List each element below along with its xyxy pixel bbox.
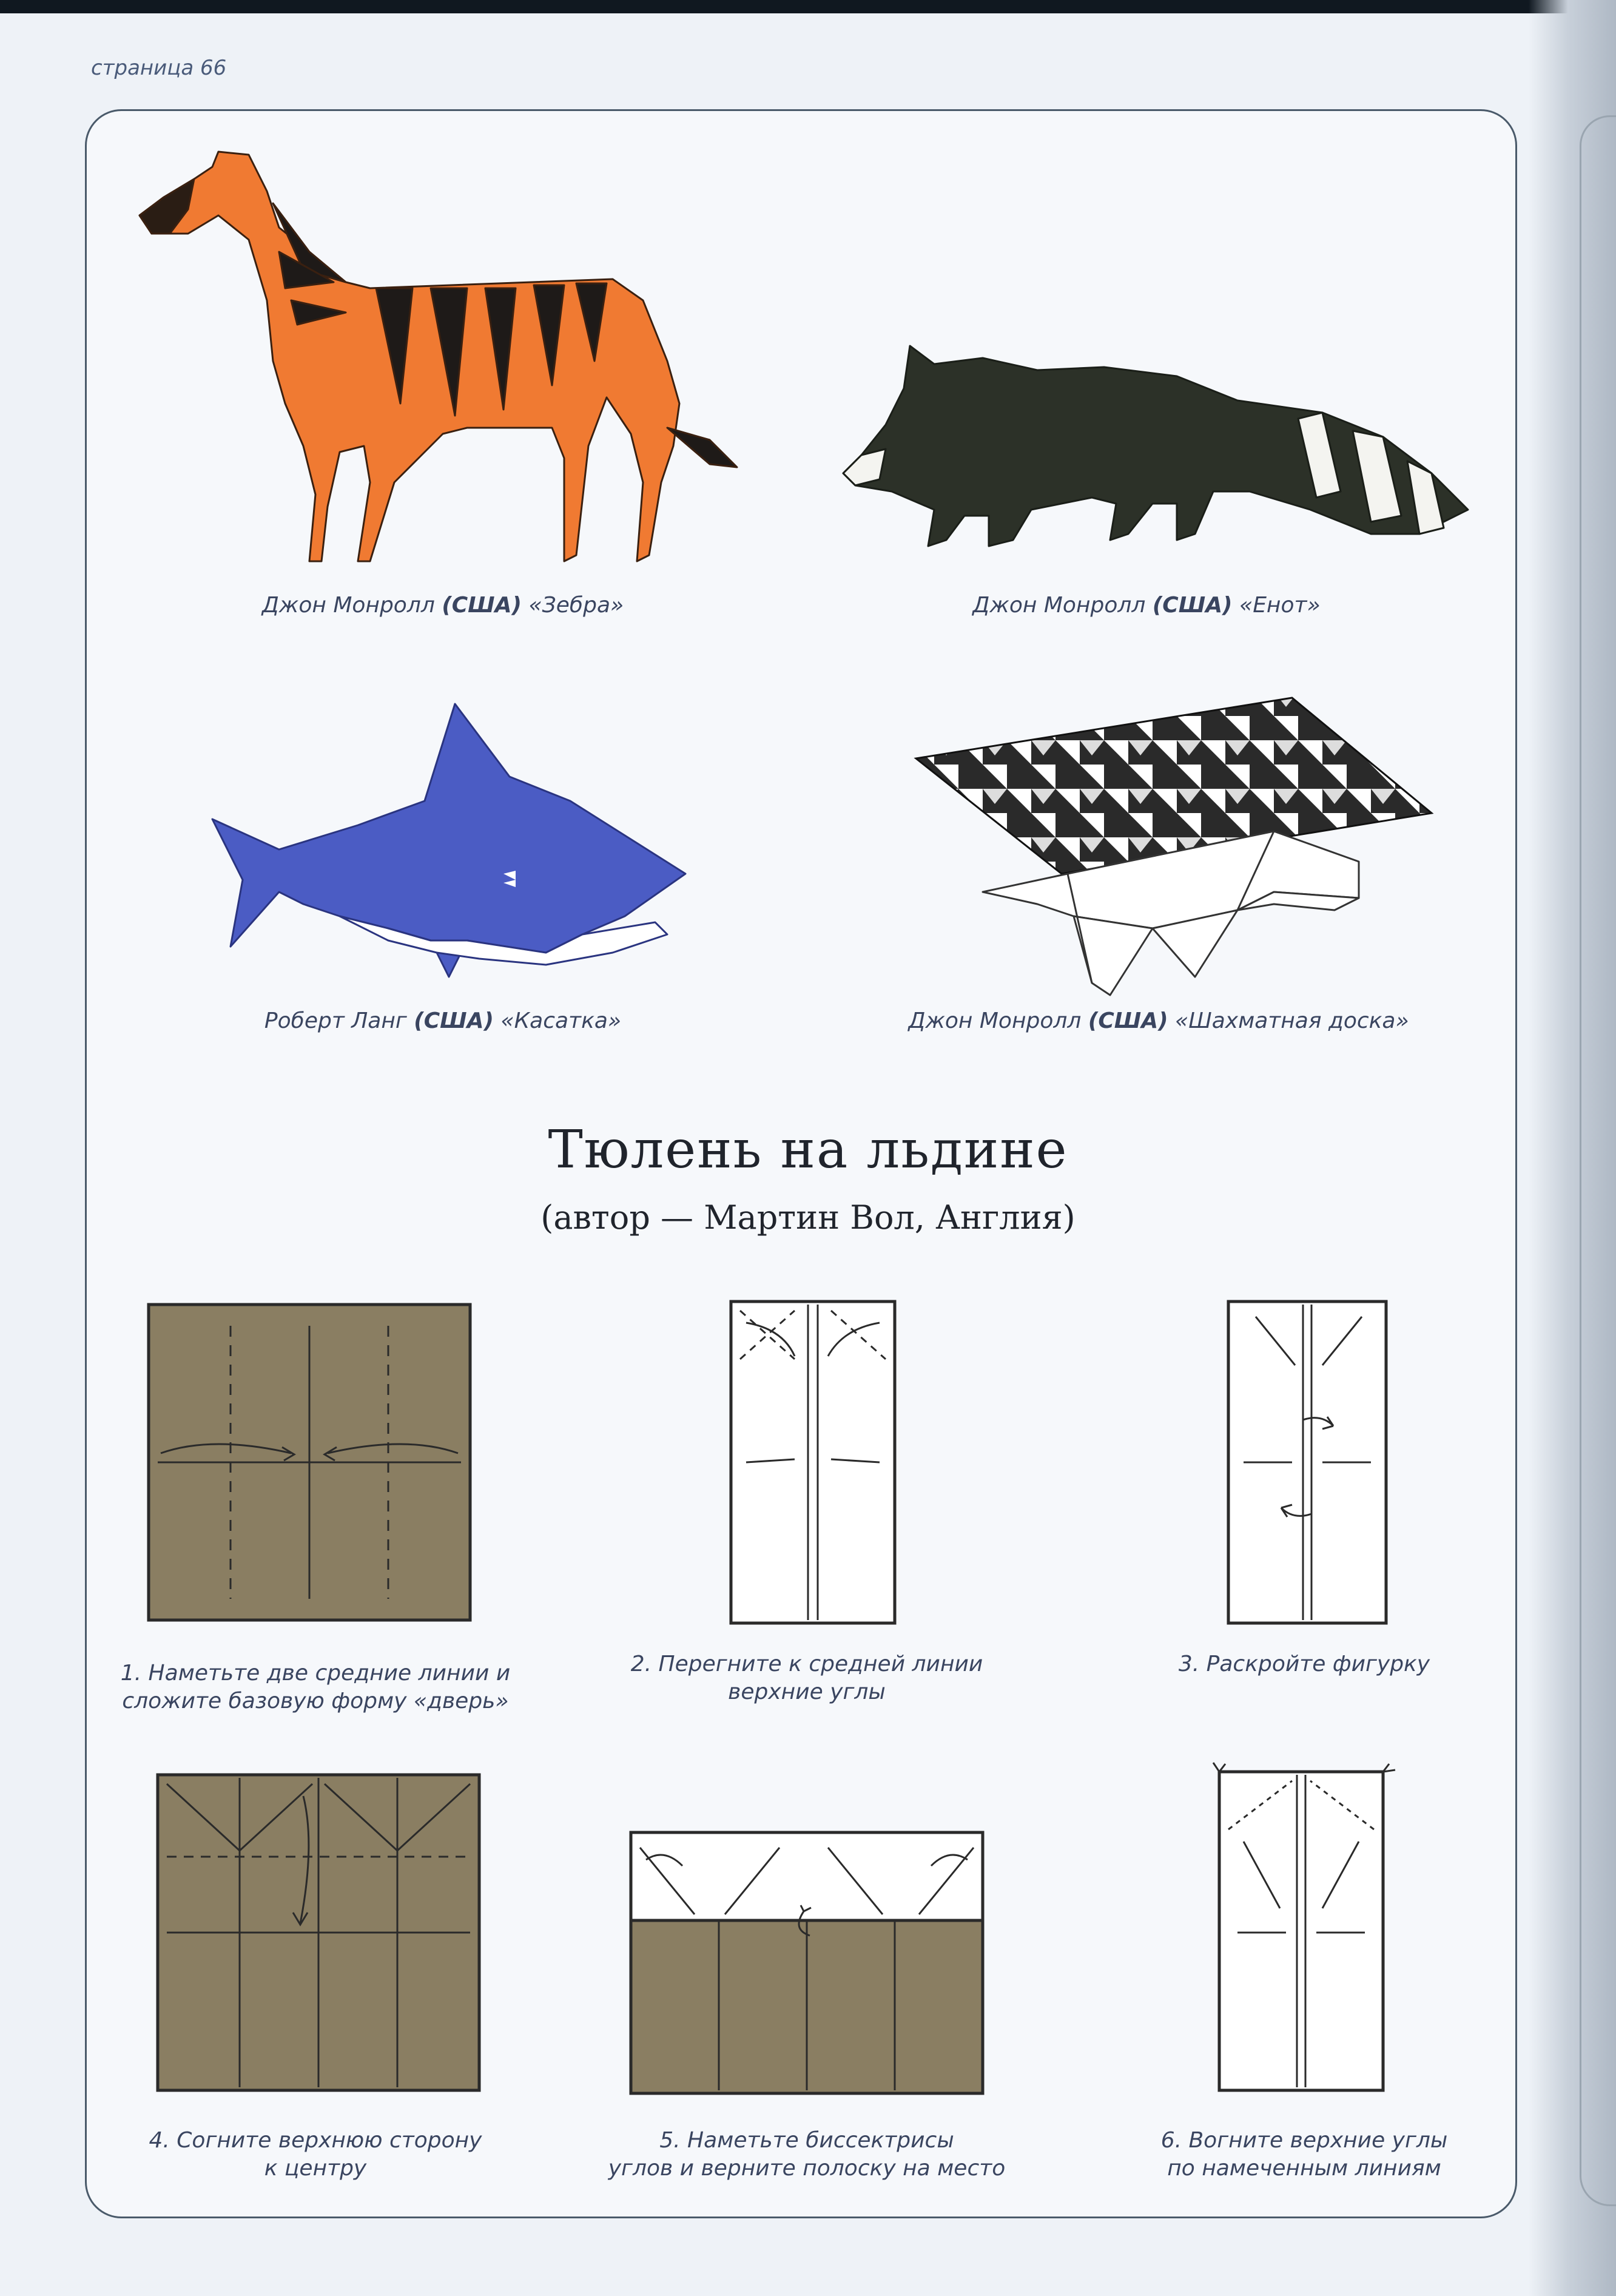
step-5-caption-line1: 5. Наметьте биссектрисы <box>659 2128 954 2153</box>
caption-raccoon-model: «Енот» <box>1239 593 1321 618</box>
section-title: Тюлень на льдине <box>548 1119 1068 1180</box>
step-3-diagram <box>1225 1298 1389 1626</box>
step-4-diagram <box>155 1772 482 2093</box>
step-1-caption-line1: 1. Наметьте две средние линии и <box>120 1661 511 1686</box>
caption-orca-author: Роберт Ланг <box>264 1008 407 1033</box>
step-4-caption-line1: 4. Согните верхнюю сторону <box>149 2128 482 2153</box>
step-1-caption-line2: сложите базовую форму «дверь» <box>122 1689 509 1714</box>
caption-zebra-model: «Зебра» <box>528 593 624 618</box>
caption-raccoon-country: (США) <box>1152 593 1233 618</box>
orca-origami-image <box>206 698 692 983</box>
scan-top-edge <box>0 0 1616 13</box>
step-5-caption <box>570 2127 1043 2183</box>
step-2-caption-line2: верхние углы <box>728 1680 886 1704</box>
caption-chessboard-author: Джон Монролл <box>908 1008 1082 1033</box>
caption-raccoon-author: Джон Монролл <box>972 593 1146 618</box>
zebra-origami-image <box>127 143 752 579</box>
caption-orca <box>200 1007 685 1035</box>
caption-orca-country: (США) <box>414 1008 494 1033</box>
step-1-caption <box>103 1660 528 1715</box>
step-4-caption-line2: к центру <box>264 2156 367 2181</box>
caption-chessboard <box>867 1007 1450 1035</box>
step-5-diagram <box>628 1829 986 2096</box>
step-2-caption <box>594 1650 1019 1706</box>
step-1-diagram <box>146 1302 473 1623</box>
step-3-caption <box>1104 1650 1504 1678</box>
caption-chessboard-model: «Шахматная доска» <box>1174 1008 1409 1033</box>
caption-raccoon <box>910 592 1383 620</box>
step-6-diagram <box>1207 1757 1413 2096</box>
caption-zebra <box>200 592 685 620</box>
section-subtitle: (автор — Мартин Вол, Англия) <box>540 1198 1076 1237</box>
step-5-caption-line2: углов и верните полоску на место <box>608 2156 1006 2181</box>
step-2-caption-line1: 2. Перегните к средней линии <box>630 1652 983 1676</box>
step-6-caption <box>1116 2127 1492 2183</box>
caption-chessboard-country: (США) <box>1088 1008 1168 1033</box>
step-6-caption-line2: по намеченным линиям <box>1167 2156 1441 2181</box>
chessboard-origami-image <box>910 692 1444 1001</box>
step-3-caption-line1: 3. Раскройте фигурку <box>1178 1652 1430 1676</box>
caption-zebra-country: (США) <box>442 593 522 618</box>
caption-zebra-author: Джон Монролл <box>261 593 435 618</box>
step-6-caption-line1: 6. Вогните верхние углы <box>1160 2128 1448 2153</box>
raccoon-origami-image <box>837 334 1480 552</box>
step-2-diagram <box>728 1298 898 1626</box>
caption-orca-model: «Касатка» <box>500 1008 622 1033</box>
step-4-caption <box>103 2127 528 2183</box>
page-number: страница 66 <box>91 56 227 80</box>
